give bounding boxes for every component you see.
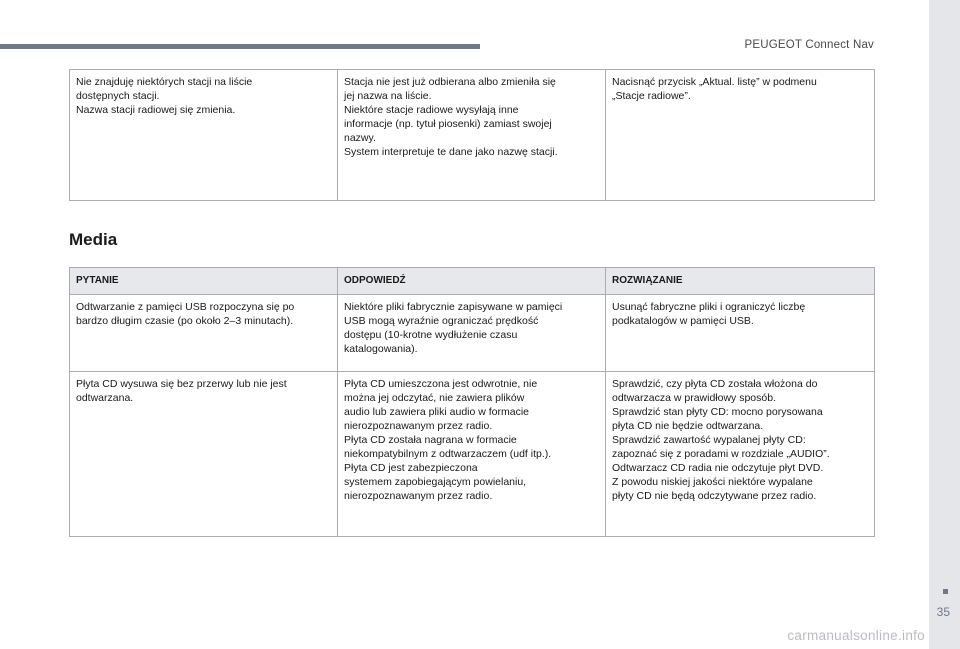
cell-text-line: Usunąć fabryczne pliki i ograniczyć liczbę [612,301,806,313]
cell-text-line: Sprawdzić zawartość wypalanej płyty CD: [612,434,806,446]
answer-cell [338,372,606,537]
cell-text-line: jej nazwa na liście. [344,90,432,102]
cell-text-line: Płyta CD została nagrana w formacie [344,434,517,446]
table-row [70,295,875,372]
solution-cell [606,372,875,537]
cell-text-line: audio lub zawiera pliki audio w formacie [344,406,530,418]
question-cell [70,295,338,372]
cell-text-line: nierozpoznawanym przez radio. [344,420,493,432]
question-cell [70,70,338,201]
cell-text-line: płyty CD nie będą odczytywane przez radio. [612,490,817,502]
question-cell [70,372,338,537]
cell-text-line: niekompatybilnym z odtwarzaczem (udf itp.). [344,448,552,460]
cell-text-line: informacje (np. tytuł piosenki) zamiast swojej [344,118,552,130]
cell-text-line: Płyta CD wysuwa się bez przerwy lub nie jest [76,378,287,390]
cell-text-line: Z powodu niskiej jakości niektóre wypalane [612,476,813,488]
page-number: 35 [936,605,950,619]
solution-cell [606,70,875,201]
side-strip [929,0,960,649]
cell-text-line: systemem zapobiegającym powielaniu, [344,476,527,488]
cell-text-line: podkatalogów w pamięci USB. [612,315,754,327]
answer-cell [338,295,606,372]
column-header-answer: ODPOWIEDŹ [338,268,606,295]
header-accent-bar [0,44,480,49]
cell-text-line: płyta CD nie będzie odtwarzana. [612,420,764,432]
table-row [70,372,875,537]
header-title: PEUGEOT Connect Nav [744,39,874,51]
page-marker [943,589,948,594]
cell-text-line: odtwarzacza w prawidłowy sposób. [612,392,776,404]
cell-text-line: Odtwarzacz CD radia nie odczytuje płyt DVD. [612,462,824,474]
cell-text-line: Odtwarzanie z pamięci USB rozpoczyna się po [76,301,295,313]
cell-text-line: dostępu (10-krotne wydłużenie czasu [344,329,518,341]
cell-text-line: można jej odczytać, nie zawiera plików [344,392,525,404]
cell-text-line: „Stacje radiowe”. [612,90,691,102]
cell-text-line: nazwy. [344,132,376,144]
cell-text-line: odtwarzana. [76,392,134,404]
cell-text-line: Sprawdzić stan płyty CD: mocno porysowana [612,406,823,418]
cell-text-line: Płyta CD jest zabezpieczona [344,462,478,474]
cell-text-line: Sprawdzić, czy płyta CD została włożona do [612,378,818,390]
solution-cell [606,295,875,372]
cell-text-line: katalogowania). [344,343,418,355]
watermark: carmanualsonline.info [787,628,925,643]
table-row [70,70,875,201]
cell-text-line: Nazwa stacji radiowej się zmienia. [76,104,236,116]
column-header-question: PYTANIE [70,268,338,295]
media-troubleshooting-table [69,267,875,537]
cell-text-line: bardzo długim czasie (po około 2–3 minutach). [76,315,294,327]
cell-text-line: USB mogą wyraźnie ograniczać prędkość [344,315,539,327]
cell-text-line: System interpretuje te dane jako nazwę stacji. [344,146,558,158]
cell-text-line: dostępnych stacji. [76,90,160,102]
column-header-solution: ROZWIĄZANIE [606,268,875,295]
cell-text-line: Nacisnąć przycisk „Aktual. listę” w podmenu [612,76,817,88]
cell-text-line: Niektóre stacje radiowe wysyłają inne [344,104,519,116]
cell-text-line: Niektóre pliki fabrycznie zapisywane w pamięci [344,301,563,313]
cell-text-line: Nie znajduję niektórych stacji na liście [76,76,253,88]
cell-text-line: zapoznać się z poradami w rozdziale „AUDIO”. [612,448,830,460]
section-title: Media [69,230,118,249]
radio-troubleshooting-table [69,69,875,201]
cell-text-line: Płyta CD umieszczona jest odwrotnie, nie [344,378,538,390]
answer-cell [338,70,606,201]
cell-text-line: nierozpoznawanym przez radio. [344,490,493,502]
table-header-row [70,268,875,295]
cell-text-line: Stacja nie jest już odbierana albo zmieniła się [344,76,556,88]
